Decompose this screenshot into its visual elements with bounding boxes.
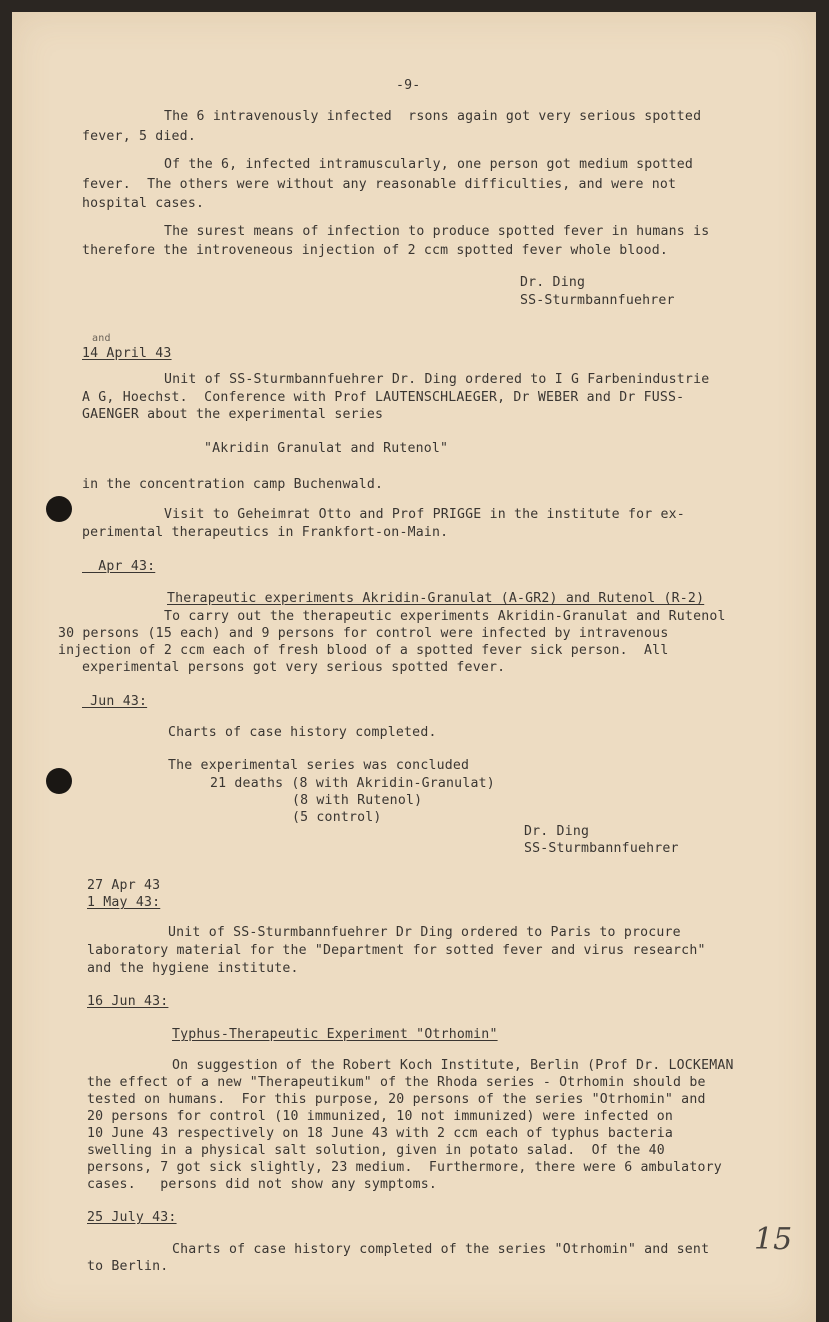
date-heading: and [92,333,111,344]
date-heading: 27 Apr 43 [87,878,161,893]
handwritten-page-mark: 15 [754,1222,793,1257]
text-line: perimental therapeutics in Frankfort-on-Main. [82,525,449,540]
text-line: 30 persons (15 each) and 9 persons for control were infected by intravenous [58,626,669,641]
text-line: "Akridin Granulat and Rutenol" [204,441,449,456]
text-line: to Berlin. [87,1259,169,1274]
date-heading: Apr 43: [82,559,156,574]
text-line: hospital cases. [82,196,205,211]
signature-title: SS-Sturmbannfuehrer [524,841,679,856]
text-line: The surest means of infection to produce spotted fever in humans is [164,224,710,239]
text-line: (8 with Rutenol) [292,793,423,808]
document-page [12,12,816,1322]
signature-title: SS-Sturmbannfuehrer [520,293,675,308]
text-line: injection of 2 ccm each of fresh blood of a spotted fever sick person. All [58,643,669,658]
text-line: The 6 intravenously infected rsons again got very serious spotted [164,109,702,124]
punch-hole [46,768,72,794]
text-line: GAENGER about the experimental series [82,407,384,422]
text-line: therefore the introveneous injection of 2 ccm spotted fever whole blood. [82,243,669,258]
signature-name: Dr. Ding [520,275,586,290]
text-line: persons, 7 got sick slightly, 23 medium. Furthermore, there were 6 ambulatory [87,1160,722,1175]
section-heading: Typhus-Therapeutic Experiment "Otrhomin" [172,1027,498,1042]
page-number: -9- [396,78,421,93]
text-line: 21 deaths (8 with Akridin-Granulat) [210,776,495,791]
text-line: in the concentration camp Buchenwald. [82,477,384,492]
text-line: fever, 5 died. [82,129,196,144]
text-line: (5 control) [292,810,382,825]
date-heading: 1 May 43: [87,895,161,910]
text-line: Unit of SS-Sturmbannfuehrer Dr Ding ordered to Paris to procure [168,925,681,940]
text-line: A G, Hoechst. Conference with Prof LAUTENSCHLAEGER, Dr WEBER and Dr FUSS- [82,390,685,405]
text-line: Charts of case history completed of the series "Otrhomin" and sent [172,1242,710,1257]
text-line: swelling in a physical salt solution, given in potato salad. Of the 40 [87,1143,665,1158]
text-line: 10 June 43 respectively on 18 June 43 with 2 ccm each of typhus bacteria [87,1126,674,1141]
text-line: On suggestion of the Robert Koch Institute, Berlin (Prof Dr. LOCKEMAN [172,1058,734,1073]
text-line: Unit of SS-Sturmbannfuehrer Dr. Ding ordered to I G Farbenindustrie [164,372,710,387]
date-heading: 14 April 43 [82,346,172,361]
text-line: fever. The others were without any reasonable difficulties, and were not [82,177,677,192]
text-line: the effect of a new "Therapeutikum" of the Rhoda series - Otrhomin should be [87,1075,706,1090]
date-heading: 16 Jun 43: [87,994,169,1009]
signature-name: Dr. Ding [524,824,590,839]
text-line: experimental persons got very serious spotted fever. [82,660,506,675]
text-line: Of the 6, infected intramuscularly, one person got medium spotted [164,157,694,172]
text-line: Charts of case history completed. [168,725,437,740]
text-line: and the hygiene institute. [87,961,299,976]
text-line: To carry out the therapeutic experiments Akridin-Granulat and Rutenol [164,609,726,624]
text-line: tested on humans. For this purpose, 20 persons of the series "Otrhomin" and [87,1092,706,1107]
date-heading: Jun 43: [82,694,148,709]
section-heading: Therapeutic experiments Akridin-Granulat (A-GR2) and Rutenol (R-2) [167,591,705,606]
text-line: The experimental series was concluded [168,758,470,773]
text-line: 20 persons for control (10 immunized, 10 not immunized) were infected on [87,1109,674,1124]
date-heading: 25 July 43: [87,1210,177,1225]
punch-hole [46,496,72,522]
text-line: Visit to Geheimrat Otto and Prof PRIGGE in the institute for ex- [164,507,685,522]
text-line: cases. persons did not show any symptoms. [87,1177,438,1192]
text-line: laboratory material for the "Department for sotted fever and virus research" [87,943,706,958]
